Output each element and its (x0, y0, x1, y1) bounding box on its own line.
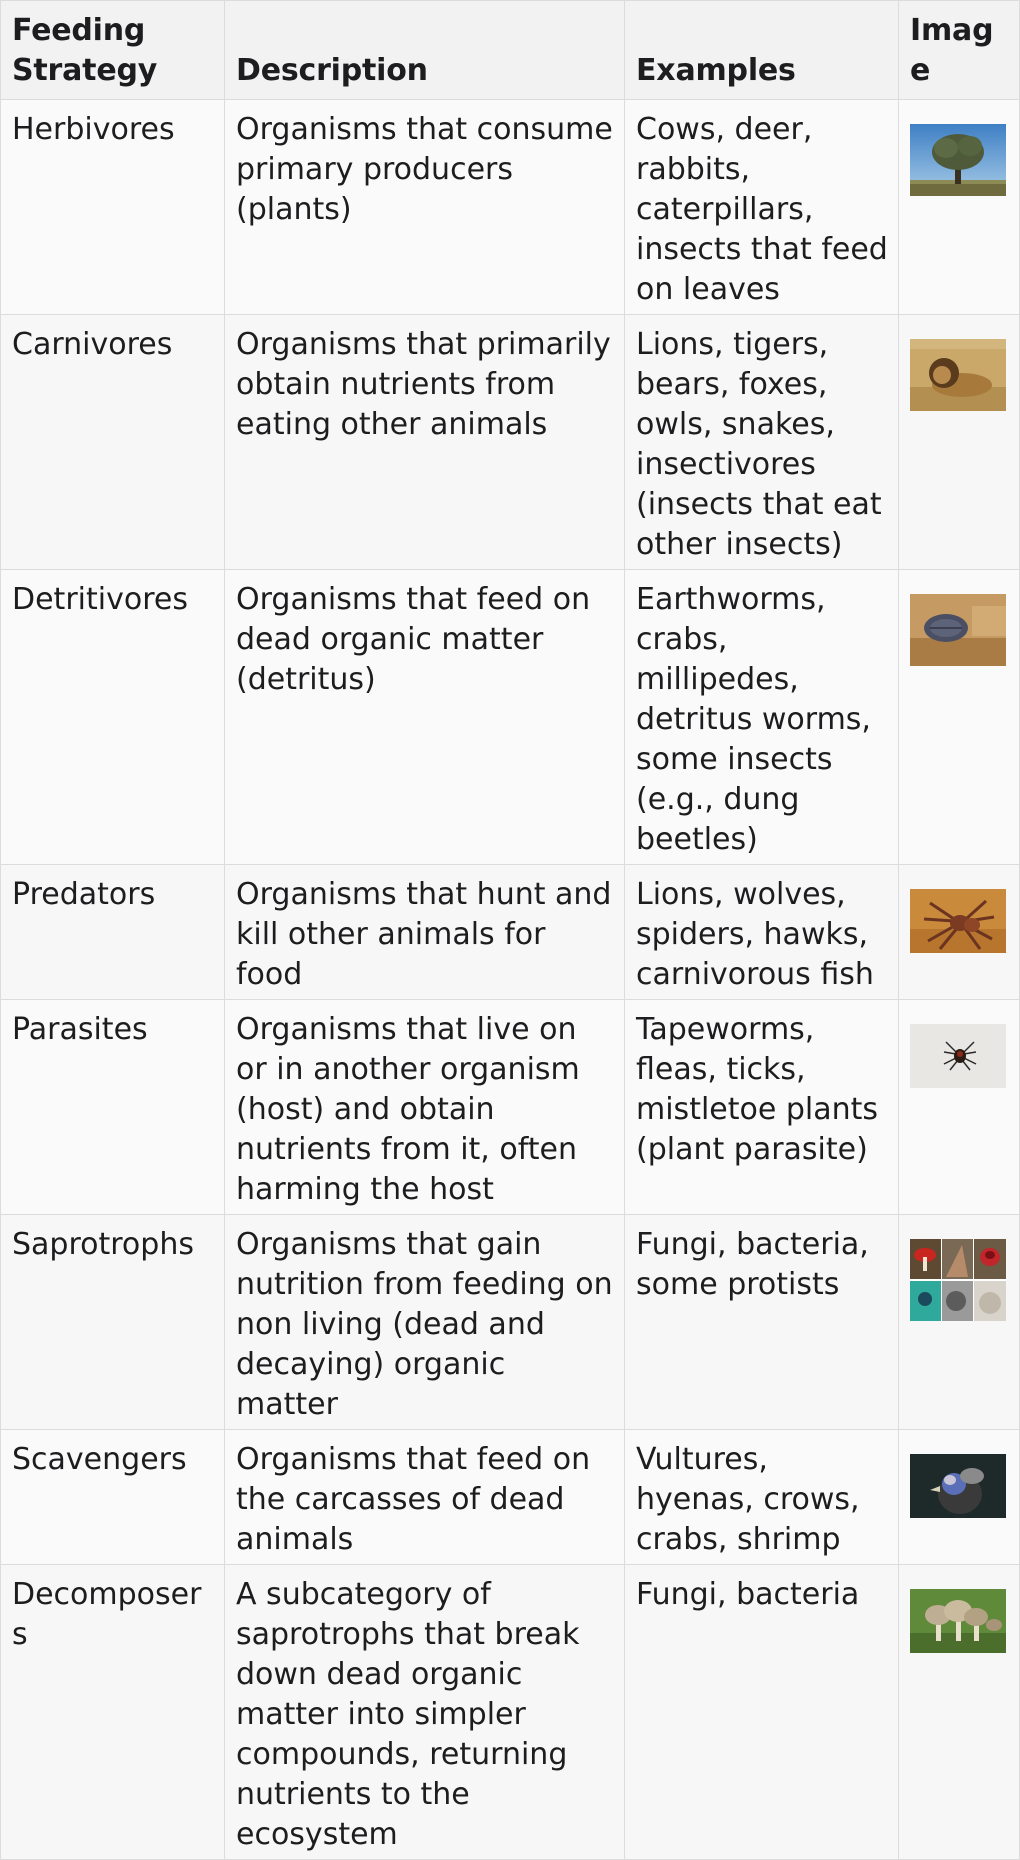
tarantula-photo-icon[interactable] (910, 889, 1006, 953)
examples-cell: Cows, deer, rabbits, caterpillars, insects that feed on leaves (625, 100, 899, 315)
examples-cell: Lions, wolves, spiders, hawks, carnivorous fish (625, 865, 899, 1000)
image-cell (899, 100, 1020, 315)
description-cell: Organisms that feed on dead organic matter (detritus) (225, 570, 625, 865)
examples-cell: Tapeworms, fleas, ticks, mistletoe plants (plant parasite) (625, 1000, 899, 1215)
fungi-collage-photo-icon[interactable] (910, 1239, 1006, 1321)
description-cell: Organisms that gain nutrition from feeding on non living (dead and decaying) organic matter (225, 1215, 625, 1430)
table-row (1, 1000, 1020, 1215)
table-row (1, 1565, 1020, 1860)
description-cell: Organisms that hunt and kill other animals for food (225, 865, 625, 1000)
table-row (1, 1430, 1020, 1565)
examples-cell: Lions, tigers, bears, foxes, owls, snakes, insectivores (insects that eat other insects) (625, 315, 899, 570)
table-row (1, 100, 1020, 315)
examples-cell: Vultures, hyenas, crows, crabs, shrimp (625, 1430, 899, 1565)
image-cell (899, 1565, 1020, 1860)
examples-cell: Fungi, bacteria, some protists (625, 1215, 899, 1430)
description-cell: Organisms that consume primary producers (plants) (225, 100, 625, 315)
lion-photo-icon[interactable] (910, 339, 1006, 411)
header-description: Description (225, 1, 625, 100)
tree-photo-icon[interactable] (910, 124, 1006, 196)
header-feeding-strategy: Feeding Strategy (1, 1, 225, 100)
strategy-cell: Predators (1, 865, 225, 1000)
strategy-cell: Parasites (1, 1000, 225, 1215)
header-image: Image (899, 1, 1020, 100)
strategy-cell: Saprotrophs (1, 1215, 225, 1430)
image-cell (899, 1000, 1020, 1215)
table-row (1, 865, 1020, 1000)
strategy-cell: Scavengers (1, 1430, 225, 1565)
header-examples: Examples (625, 1, 899, 100)
description-cell: A subcategory of saprotrophs that break down dead organic matter into simpler compounds, returning nutrients to the ecosystem (225, 1565, 625, 1860)
strategy-cell: Detritivores (1, 570, 225, 865)
table-row (1, 1215, 1020, 1430)
image-cell (899, 315, 1020, 570)
image-cell (899, 570, 1020, 865)
description-cell: Organisms that live on or in another organism (host) and obtain nutrients from it, often harming the host (225, 1000, 625, 1215)
vulture-photo-icon[interactable] (910, 1454, 1006, 1518)
examples-cell: Fungi, bacteria (625, 1565, 899, 1860)
strategy-cell: Herbivores (1, 100, 225, 315)
mushrooms-photo-icon[interactable] (910, 1589, 1006, 1653)
strategy-cell: Decomposers (1, 1565, 225, 1860)
examples-cell: Earthworms, crabs, millipedes, detritus worms, some insects (e.g., dung beetles) (625, 570, 899, 865)
header-row (1, 1, 1020, 100)
woodlouse-photo-icon[interactable] (910, 594, 1006, 666)
image-cell (899, 1430, 1020, 1565)
tick-photo-icon[interactable] (910, 1024, 1006, 1088)
image-cell (899, 865, 1020, 1000)
strategy-cell: Carnivores (1, 315, 225, 570)
description-cell: Organisms that feed on the carcasses of dead animals (225, 1430, 625, 1565)
image-cell (899, 1215, 1020, 1430)
description-cell: Organisms that primarily obtain nutrients from eating other animals (225, 315, 625, 570)
table-row (1, 570, 1020, 865)
table-row (1, 315, 1020, 570)
